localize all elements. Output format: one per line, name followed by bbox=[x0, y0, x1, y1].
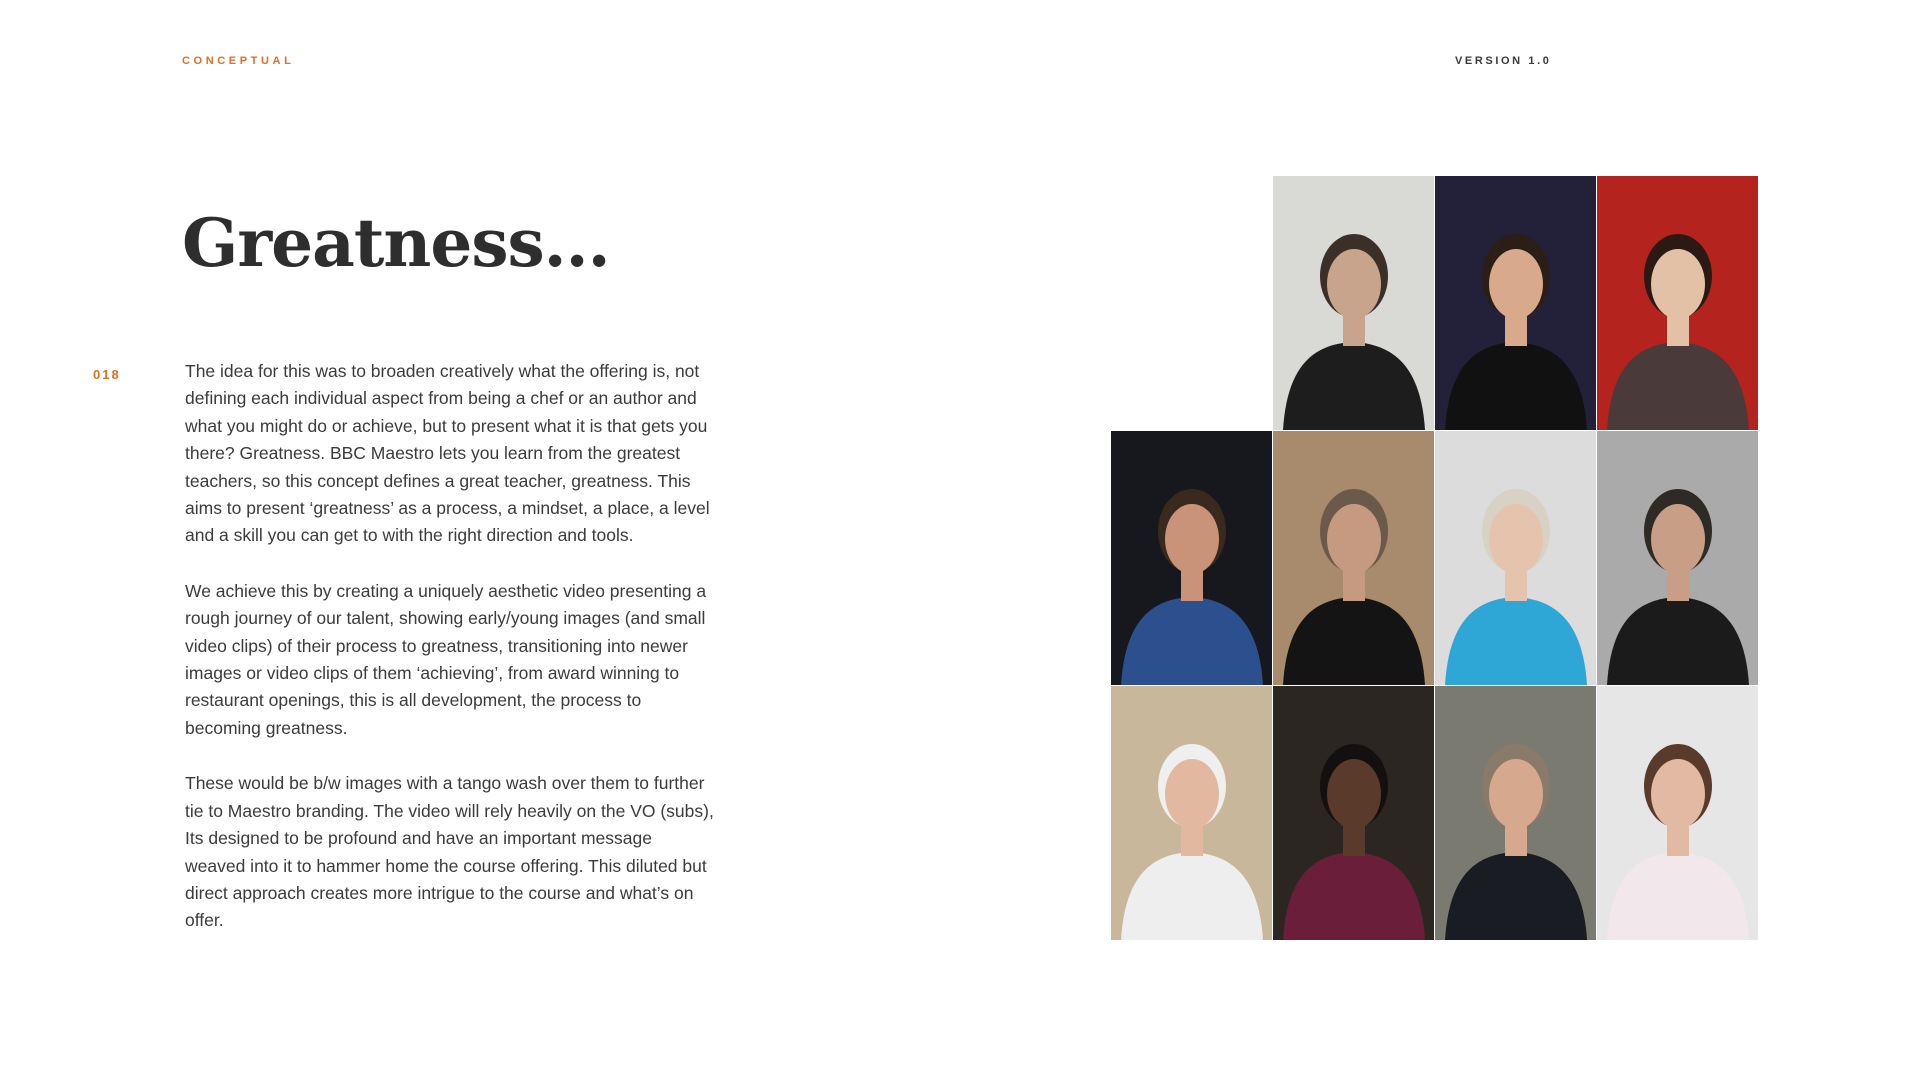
body-copy bbox=[185, 358, 715, 963]
portrait-man-arms-crossed-bookshelf bbox=[1597, 431, 1758, 685]
portrait-grid bbox=[1111, 176, 1759, 942]
portrait-woman-writing-books bbox=[1273, 686, 1434, 940]
page-title: Greatness... bbox=[182, 204, 610, 282]
version-label: VERSION 1.0 bbox=[1455, 55, 1552, 67]
portrait-man-white-shirt-grammy bbox=[1111, 686, 1272, 940]
page-number: 018 bbox=[93, 367, 121, 382]
portrait-woman-curly-hair-red bbox=[1597, 176, 1758, 430]
portrait-man-round-glasses-stairs bbox=[1273, 431, 1434, 685]
portrait-man-dark-polo-window bbox=[1435, 686, 1596, 940]
portrait-man-headphones-blue-shirt bbox=[1111, 431, 1272, 685]
section-label: CONCEPTUAL bbox=[182, 55, 295, 67]
body-paragraph-2: We achieve this by creating a uniquely aesthetic video presenting a rough journey of our talent, showing early/young images (and small video clips) of their process to greatness, transitioning into newer images or video clips of them ‘achieving’, from award winning to restaurant openings, this is all development, the process to becoming greatness. bbox=[185, 580, 707, 738]
body-paragraph-1: The idea for this was to broaden creatively what the offering is, not defining each individual aspect from being a chef or an author and what you might do or achieve, but to present what it is that gets you there? Greatness. BBC Maestro lets you learn from the greatest teachers, so this concept defines a great teacher, greatness. This aims to present ‘greatness’ as a process, a mindset, a place, a level and a skill you can get to with the right direction and tools. bbox=[185, 361, 710, 546]
portrait-woman-floral-top bbox=[1597, 686, 1758, 940]
portrait-woman-blue-dress-wine bbox=[1435, 431, 1596, 685]
body-paragraph-3: These would be b/w images with a tango wash over them to further tie to Maestro branding. The video will rely heavily on the VO (subs), Its designed to be profound and have an important message weaved into it to hammer home the course offering. This diluted but direct approach creates more intrigue to the course and what’s on offer. bbox=[185, 773, 714, 931]
portrait-man-dark-studio bbox=[1435, 176, 1596, 430]
portrait-bald-man-glasses bbox=[1273, 176, 1434, 430]
